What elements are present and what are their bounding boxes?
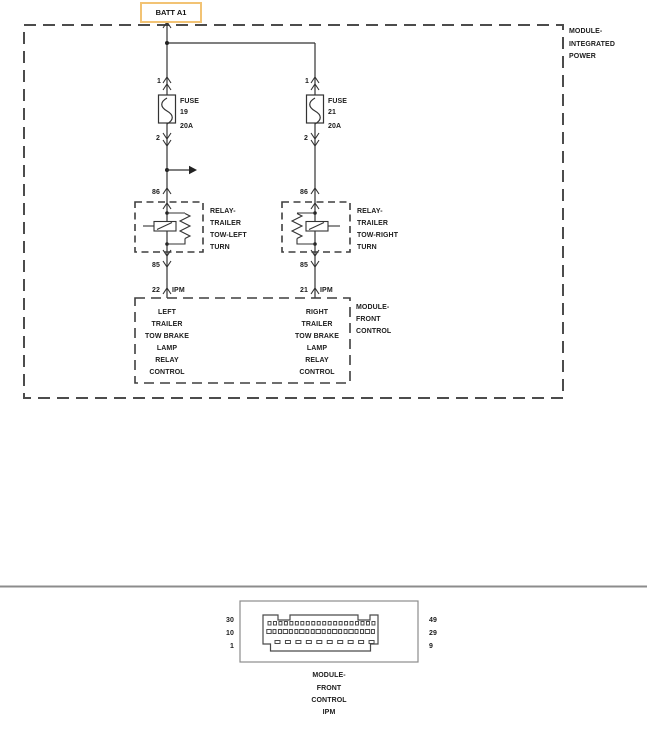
fcm-right-line-6: CONTROL	[299, 369, 335, 376]
connector-caption-3: CONTROL	[311, 697, 347, 704]
fcm-right-line-4: LAMP	[306, 345, 328, 352]
connector-left-label-2: 10	[226, 630, 234, 637]
batt-a1-label: BATT A1	[155, 8, 187, 17]
relay-left-label-4: TURN	[210, 244, 230, 251]
fcm-right-pin: 21	[300, 287, 308, 294]
fcm-left-pin: 22	[152, 287, 160, 294]
fcm-right-line-1: RIGHT	[305, 309, 329, 316]
fcm-module-label-3: CONTROL	[356, 328, 392, 335]
relay-left-label-3: TOW-LEFT	[210, 232, 247, 239]
batt-a1-feed-box	[140, 2, 202, 23]
fuse-right-rating: 20A	[328, 123, 342, 130]
connector-caption-2: FRONT	[316, 685, 342, 692]
fuse-right-name: FUSE	[328, 98, 348, 105]
relay-left-pin85: 85	[152, 262, 160, 269]
fcm-left-line-4: LAMP	[156, 345, 178, 352]
fcm-right-line-5: RELAY	[305, 357, 329, 364]
fcm-left-line-5: RELAY	[155, 357, 179, 364]
fcm-module-label-2: FRONT	[356, 316, 381, 323]
fcm-right-line-3: TOW BRAKE	[295, 333, 339, 340]
ipm-module-label-2: INTEGRATED	[569, 41, 615, 48]
ipm-module-label-1: MODULE-	[569, 28, 603, 35]
fuse-left-pin-bottom: 2	[156, 135, 160, 142]
fcm-left-line-3: TOW BRAKE	[145, 333, 189, 340]
fuse-left-number: 19	[180, 109, 188, 116]
ipm-connector-drawing	[240, 601, 418, 662]
connector-pin-row-middle	[267, 630, 375, 634]
fcm-left-line-2: TRAILER	[151, 321, 183, 328]
relay-right-label-3: TOW-RIGHT	[357, 232, 399, 239]
fuse-left-symbol	[159, 95, 176, 124]
relay-right-internals	[292, 213, 340, 244]
fuse-left-name: FUSE	[180, 98, 200, 105]
fuse-right-symbol	[307, 95, 324, 124]
connector-right-label-3: 9	[429, 643, 433, 650]
relay-right-label-2: TRAILER	[357, 220, 389, 227]
connector-caption-1: MODULE-	[312, 672, 346, 679]
relay-right-label-4: TURN	[357, 244, 377, 251]
relay-left-label-2: TRAILER	[210, 220, 242, 227]
fuse-left-pin-top: 1	[157, 78, 161, 85]
relay-right-label-1: RELAY-	[357, 208, 383, 215]
connector-right-label-2: 29	[429, 630, 437, 637]
wires	[167, 19, 315, 298]
relay-right-pin86: 86	[300, 189, 308, 196]
relay-left-label-1: RELAY-	[210, 208, 236, 215]
fuse-right-number: 21	[328, 109, 336, 116]
relay-left-pin86: 86	[152, 189, 160, 196]
fuse-right-pin-bottom: 2	[304, 135, 308, 142]
takeoff-arrow	[167, 166, 197, 174]
fcm-left-line-1: LEFT	[158, 309, 176, 316]
connector-left-label-3: 1	[230, 643, 234, 650]
relay-right-pin85: 85	[300, 262, 308, 269]
ipm-module-label-3: POWER	[569, 53, 596, 60]
fuse-right-pin-top: 1	[305, 78, 309, 85]
fcm-left-line-6: CONTROL	[149, 369, 185, 376]
connector-caption-4: IPM	[322, 709, 336, 716]
connector-right-label-1: 49	[429, 617, 437, 624]
fcm-right-pin-label: IPM	[320, 287, 333, 294]
fcm-left-pin-label: IPM	[172, 287, 185, 294]
fcm-module-label-1: MODULE-	[356, 304, 390, 311]
connector-left-label-1: 30	[226, 617, 234, 624]
fuse-left-rating: 20A	[180, 123, 194, 130]
fcm-right-line-2: TRAILER	[301, 321, 333, 328]
